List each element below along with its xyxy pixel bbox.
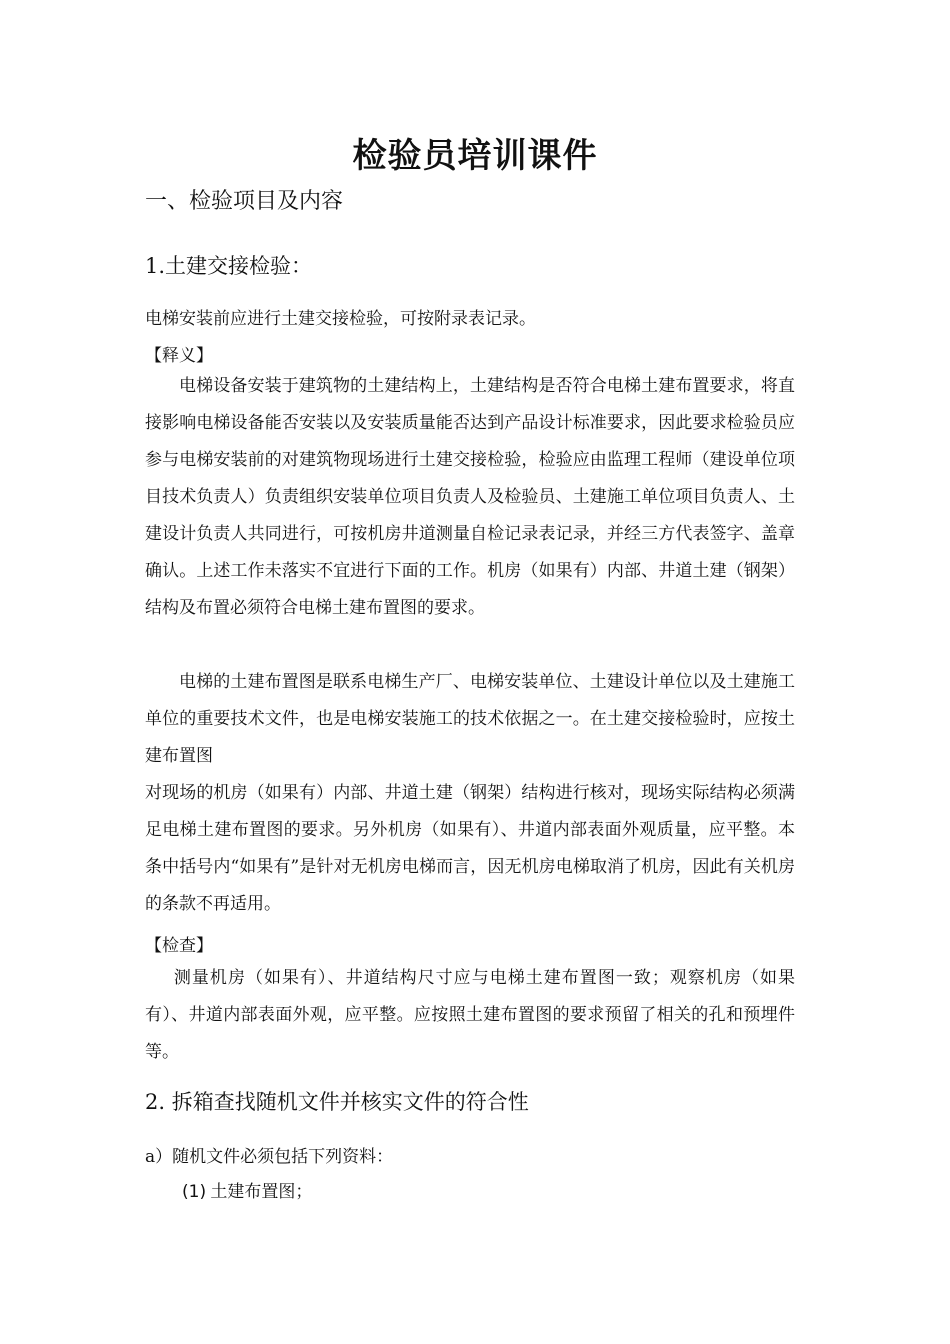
section-heading: 一、检验项目及内容: [145, 189, 344, 214]
explain-paragraph: 对现场的机房（如果有）内部、井道土建（钢架）结构进行核对，现场实际结构必须满足电梯土建布置图的要求。另外机房（如果有）、井道内部表面外观质量，应平整。本条中括号内“如果有”是针对无机房电梯而言，因无机房电梯取消了机房，因此有关机房的条款不再适用。: [145, 783, 795, 914]
explain-label: 【释义】: [145, 346, 213, 366]
list-item-number: (1): [182, 1182, 207, 1202]
explain-paragraph: 电梯的土建布置图是联系电梯生产厂、电梯安装单位、土建设计单位以及土建施工单位的重要技术文件，也是电梯安装施工的技术依据之一。在土建交接检验时，应按土建布置图: [145, 672, 795, 766]
list-item: [182, 1177, 312, 1202]
check-paragraph: 测量机房（如果有）、井道结构尺寸应与电梯土建布置图一致；观察机房（如果有）、井道内部表面外观，应平整。应按照土建布置图的要求预留了相关的孔和预埋件等。: [145, 968, 795, 1062]
explain-paragraph: 电梯设备安装于建筑物的土建结构上，土建结构是否符合电梯土建布置要求，将直接影响电梯设备能否安装以及安装质量能否达到产品设计标准要求，因此要求检验员应参与电梯安装前的对建筑物现场进行土建交接检验，检验应由监理工程师（建设单位项目技术负责人）负责组织安装单位项目负责人及检验员、土建施工单位项目负责人、土建设计负责人共同进行，可按机房井道测量自检记录表记录，并经三方代表签字、盖章确认。上述工作未落实不宜进行下面的工作。机房（如果有）内部、井道土建（钢架）结构及布置必须符合电梯土建布置图的要求。: [145, 376, 795, 618]
check-label: 【检查】: [145, 936, 213, 956]
subsection-heading: 2. 拆箱查找随机文件并核实文件的符合性: [145, 1090, 529, 1114]
intro-text: 电梯安装前应进行土建交接检验，可按附录表记录。: [145, 309, 536, 329]
subsection-heading: 1.土建交接检验：: [145, 254, 313, 278]
list-intro: a）随机文件必须包括下列资料：: [145, 1147, 394, 1167]
document-title: 检验员培训课件: [352, 136, 598, 176]
list-item-text: 土建布置图；: [210, 1182, 313, 1202]
